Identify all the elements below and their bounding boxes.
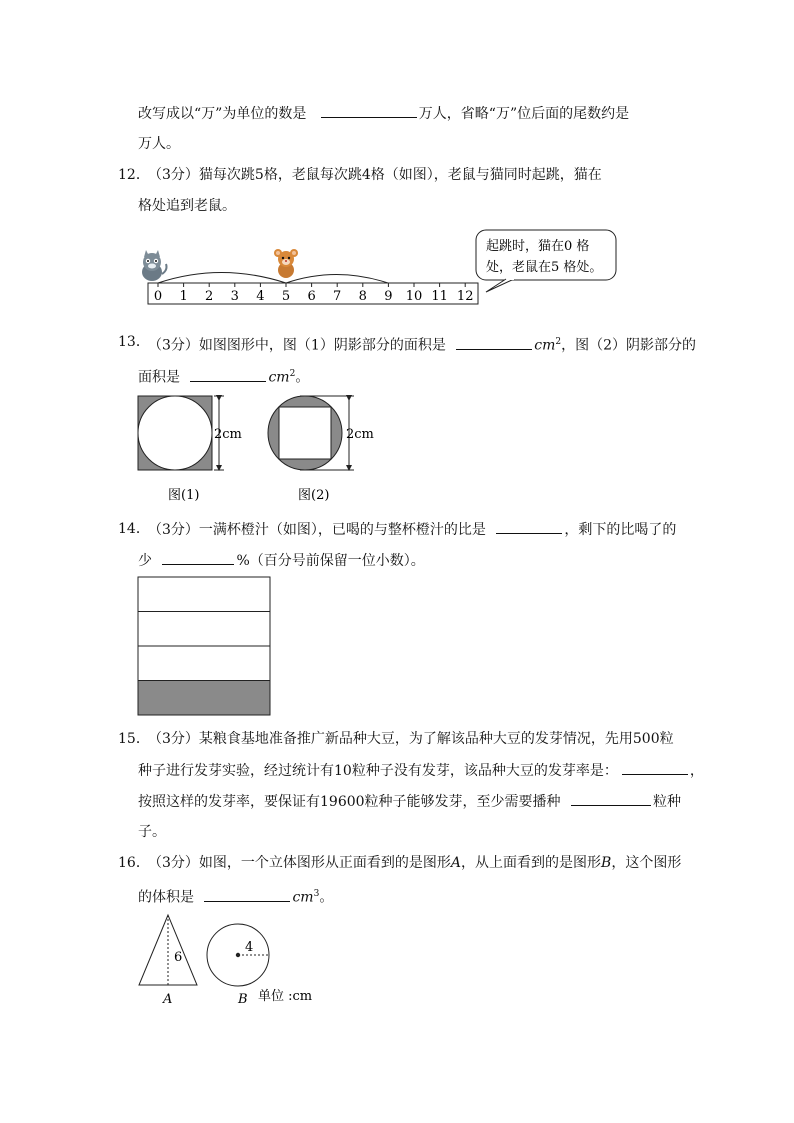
q14-blank-2[interactable] — [162, 550, 234, 565]
ruler-tick-label: 8 — [358, 289, 367, 304]
q13-number: 13． — [118, 334, 150, 350]
speech-bubble — [476, 230, 616, 292]
q16-text-e: 。 — [319, 889, 334, 906]
q16-line2 — [138, 884, 333, 908]
figure-2 — [268, 396, 374, 503]
q13-text-d: 。 — [295, 369, 310, 386]
ruler-tick-label: 5 — [281, 289, 291, 304]
bubble-line1: 起跳时，猫在0 格 — [486, 239, 590, 254]
q16-label-B-inline: B — [601, 855, 612, 871]
height-label: 6 — [174, 950, 183, 965]
q11-text-a: 改写成以“万”为单位的数是 — [138, 106, 307, 122]
q11-blank-1[interactable] — [321, 103, 417, 118]
q14-line2 — [138, 550, 425, 571]
mouse-jump-arc — [286, 275, 388, 284]
ruler-tick-label: 4 — [256, 289, 265, 304]
q15-line1: （3分）某粮食基地准备推广新品种大豆，为了解该品种大豆的发芽情况，先用500粒 — [148, 731, 674, 747]
bubble-line2: 处，老鼠在5 格处。 — [486, 260, 603, 275]
q13-sup-2: 2 — [289, 369, 296, 379]
q11-line1 — [138, 103, 629, 124]
q13-line2 — [138, 364, 309, 388]
ruler-tick-label: 11 — [431, 289, 448, 304]
orange-juice-cup — [137, 576, 273, 718]
q15-blank-1[interactable] — [622, 760, 688, 775]
q11-text-b: 万人，省略“万”位后面的尾数约是 — [418, 106, 630, 122]
q11-text-c: 万人。 — [138, 136, 180, 152]
q14-number: 14． — [118, 521, 150, 537]
cup-part-drunk — [138, 681, 270, 716]
q12-number: 12． — [118, 167, 150, 183]
fig2-dimension: 2cm — [346, 427, 374, 442]
mouse-icon — [274, 249, 298, 278]
q16-text-b: ，从上面看到的是图形 — [461, 855, 602, 871]
q14-line1 — [148, 519, 676, 540]
cup-part-remaining — [138, 646, 270, 681]
q13-sup-1: 2 — [555, 337, 562, 347]
q16-figures — [134, 910, 334, 1010]
q13-figures — [134, 392, 384, 507]
q15-text-b: ， — [689, 763, 704, 779]
q14-text-b: ，剩下的比喝了的 — [564, 522, 677, 538]
ruler-tick-label: 3 — [230, 289, 239, 304]
q16-text-d: 的体积是 — [138, 889, 194, 906]
triangle-front-view — [139, 915, 197, 1007]
q15-line4: 子。 — [138, 824, 166, 840]
q15-text-c: 按照这样的发芽率，要保证有19600粒种子能够发芽，至少需要播种 — [138, 794, 561, 810]
q15-number: 15． — [118, 731, 150, 747]
fig1-dimension: 2cm — [214, 427, 242, 442]
cat-jump-arc — [158, 273, 286, 284]
q13-text-c: 面积是 — [138, 369, 180, 386]
q15-line3 — [138, 791, 681, 812]
q16-unit: cm — [292, 889, 314, 906]
q12-line1: （3分）猫每次跳5格，老鼠每次跳4格（如图），老鼠与猫同时起跳，猫在 — [148, 167, 602, 183]
q12-figure — [134, 226, 624, 308]
q15-text-a: 种子进行发芽实验，经过统计有10粒种子没有发芽，该品种大豆的发芽率是： — [138, 763, 618, 779]
q16-blank-1[interactable] — [204, 887, 290, 902]
q13-unit-2: cm — [268, 369, 290, 386]
q14-text-d: %（百分号前保留一位小数）。 — [236, 553, 425, 569]
q12-line2: 格处追到老鼠。 — [138, 198, 236, 214]
ruler-tick-label: 6 — [307, 289, 316, 304]
q15-text-d: 粒种 — [653, 794, 681, 810]
ruler-tick-label: 1 — [179, 289, 188, 304]
ruler-tick-label: 9 — [384, 289, 393, 304]
ruler-tick-label: 12 — [456, 289, 474, 304]
cup-part-remaining — [138, 577, 270, 612]
q13-line1 — [148, 332, 696, 356]
q13-text-a: （3分）如图图形中，图（1）阴影部分的面积是 — [148, 337, 446, 354]
fig2-label: 图(2) — [298, 488, 330, 503]
q13-blank-2[interactable] — [190, 367, 266, 382]
q14-blank-1[interactable] — [496, 519, 562, 534]
q15-line2 — [138, 760, 704, 781]
q16-text-c: ，这个图形 — [611, 855, 682, 871]
q14-text-a: （3分）一满杯橙汁（如图），已喝的与整杯橙汁的比是 — [148, 522, 486, 538]
q16-label-A-inline: A — [450, 855, 462, 871]
ruler-tick-label: 7 — [333, 289, 342, 304]
label-A: A — [163, 992, 173, 1007]
ruler-tick-label: 10 — [405, 289, 423, 304]
cat-icon — [142, 250, 167, 281]
radius-label: 4 — [245, 940, 254, 955]
q13-unit-1: cm — [534, 337, 556, 354]
figure-1 — [138, 396, 242, 503]
q14-text-c: 少 — [138, 553, 152, 569]
unit-note: 单位 :cm — [258, 989, 313, 1004]
q16-number: 16． — [118, 855, 150, 871]
fig1-label: 图(1) — [168, 488, 200, 503]
q15-blank-2[interactable] — [571, 791, 651, 806]
q13-text-b: ，图（2）阴影部分的 — [561, 337, 697, 354]
cup-part-remaining — [138, 612, 270, 647]
ruler-tick-label: 2 — [205, 289, 214, 304]
q16-text-a: （3分）如图，一个立体图形从正面看到的是图形 — [148, 855, 451, 871]
label-B: B — [238, 992, 248, 1007]
q13-blank-1[interactable] — [456, 335, 532, 350]
ruler-tick-label: 0 — [153, 289, 163, 304]
q16-sup: 3 — [313, 889, 320, 899]
q16-line1 — [148, 853, 681, 873]
q11-line2 — [138, 134, 180, 154]
